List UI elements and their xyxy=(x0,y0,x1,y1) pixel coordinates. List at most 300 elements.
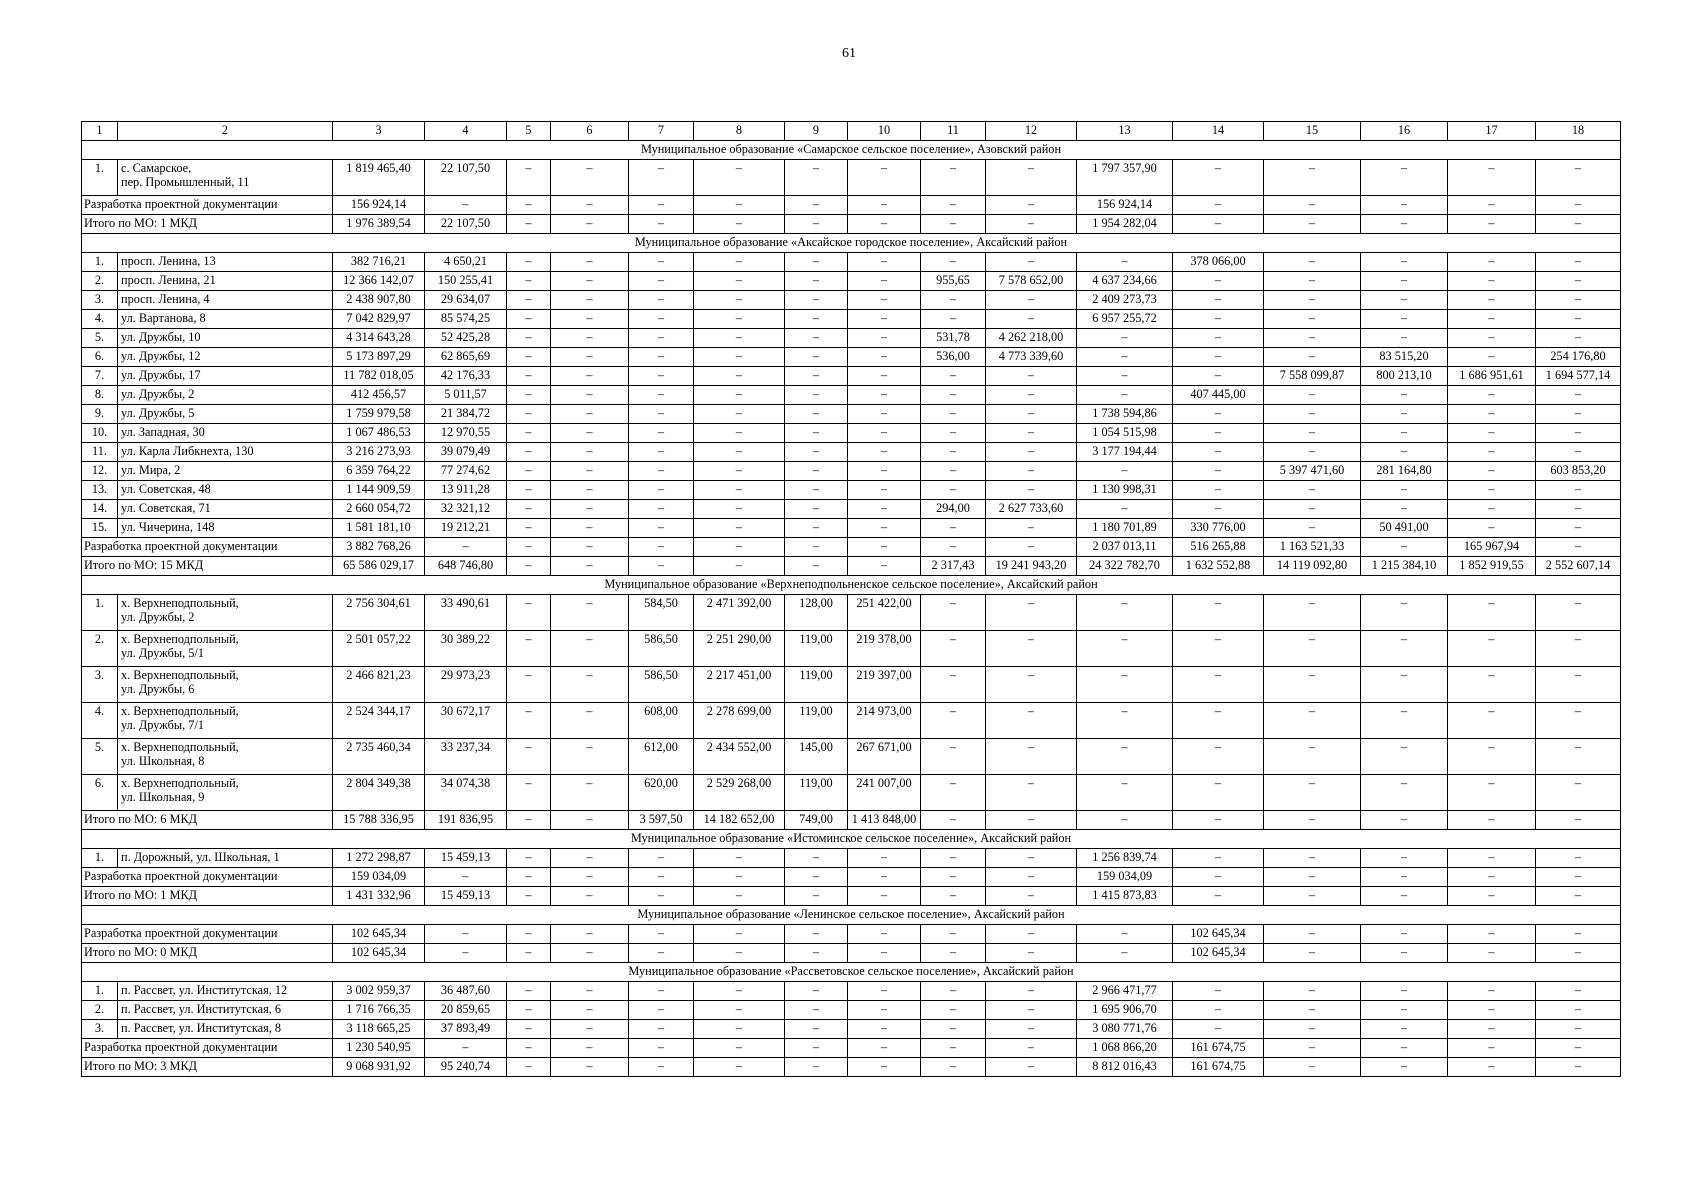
amount-cell: 29 973,23 xyxy=(425,667,507,703)
amount-cell: 161 674,75 xyxy=(1173,1039,1264,1058)
amount-cell: – xyxy=(507,519,551,538)
amount-cell: – xyxy=(1173,291,1264,310)
amount-cell: – xyxy=(785,405,848,424)
amount-cell: – xyxy=(921,868,986,887)
amount-cell: – xyxy=(1536,1001,1621,1020)
amount-cell: – xyxy=(629,462,694,481)
amount-cell: – xyxy=(507,196,551,215)
amount-cell: – xyxy=(629,215,694,234)
amount-cell: – xyxy=(921,887,986,906)
amount-cell: – xyxy=(629,887,694,906)
municipality-title: Муниципальное образование «Рассветовское сельское поселение», Аксайский район xyxy=(82,963,1621,982)
amount-cell: – xyxy=(1536,481,1621,500)
amount-cell: – xyxy=(694,944,785,963)
amount-cell: 145,00 xyxy=(785,739,848,775)
amount-cell: 3 080 771,76 xyxy=(1077,1020,1173,1039)
amount-cell: 165 967,94 xyxy=(1448,538,1536,557)
amount-cell: – xyxy=(694,329,785,348)
amount-cell: – xyxy=(1536,500,1621,519)
amount-cell: – xyxy=(694,557,785,576)
municipality-header-row xyxy=(82,234,1621,253)
building-address: ул. Дружбы, 12 xyxy=(118,348,333,367)
amount-cell: – xyxy=(1536,887,1621,906)
summary-row xyxy=(82,944,1621,963)
amount-cell: 2 278 699,00 xyxy=(694,703,785,739)
amount-cell: 281 164,80 xyxy=(1361,462,1448,481)
amount-cell: – xyxy=(1077,944,1173,963)
amount-cell: – xyxy=(1077,348,1173,367)
building-row xyxy=(82,367,1621,386)
amount-cell: – xyxy=(629,405,694,424)
summary-label: Разработка проектной документации xyxy=(82,868,333,887)
building-row xyxy=(82,667,1621,703)
amount-cell: – xyxy=(1264,310,1361,329)
amount-cell: – xyxy=(1173,887,1264,906)
amount-cell: – xyxy=(1264,925,1361,944)
amount-cell: – xyxy=(1173,811,1264,830)
building-row xyxy=(82,310,1621,329)
amount-cell: – xyxy=(785,849,848,868)
amount-cell: – xyxy=(507,868,551,887)
row-number: 3. xyxy=(82,667,118,703)
amount-cell: 407 445,00 xyxy=(1173,386,1264,405)
amount-cell: – xyxy=(848,1058,921,1077)
amount-cell: – xyxy=(1448,215,1536,234)
amount-cell: – xyxy=(694,1058,785,1077)
row-number: 15. xyxy=(82,519,118,538)
amount-cell: – xyxy=(921,538,986,557)
amount-cell: – xyxy=(921,944,986,963)
amount-cell: – xyxy=(1361,1020,1448,1039)
municipality-header-row xyxy=(82,830,1621,849)
amount-cell: 5 173 897,29 xyxy=(333,348,425,367)
amount-cell: – xyxy=(1361,443,1448,462)
amount-cell: – xyxy=(1173,196,1264,215)
amount-cell: – xyxy=(921,481,986,500)
column-number-header: 2 xyxy=(118,122,333,141)
amount-cell: – xyxy=(551,887,629,906)
amount-cell: – xyxy=(629,329,694,348)
amount-cell: – xyxy=(921,849,986,868)
amount-cell: – xyxy=(986,1020,1077,1039)
amount-cell: 95 240,74 xyxy=(425,1058,507,1077)
amount-cell: – xyxy=(986,849,1077,868)
amount-cell: – xyxy=(921,595,986,631)
amount-cell: – xyxy=(848,253,921,272)
amount-cell: – xyxy=(1264,519,1361,538)
amount-cell: 33 490,61 xyxy=(425,595,507,631)
amount-cell: – xyxy=(848,982,921,1001)
row-number: 2. xyxy=(82,631,118,667)
municipality-header-row xyxy=(82,963,1621,982)
amount-cell: 251 422,00 xyxy=(848,595,921,631)
amount-cell: 330 776,00 xyxy=(1173,519,1264,538)
amount-cell: – xyxy=(921,739,986,775)
amount-cell: 85 574,25 xyxy=(425,310,507,329)
amount-cell: – xyxy=(986,519,1077,538)
amount-cell: – xyxy=(507,775,551,811)
amount-cell: 39 079,49 xyxy=(425,443,507,462)
amount-cell: – xyxy=(785,329,848,348)
amount-cell: 1 759 979,58 xyxy=(333,405,425,424)
amount-cell: 50 491,00 xyxy=(1361,519,1448,538)
amount-cell: – xyxy=(1173,405,1264,424)
amount-cell: – xyxy=(848,367,921,386)
amount-cell: – xyxy=(629,1039,694,1058)
amount-cell: – xyxy=(551,775,629,811)
amount-cell: – xyxy=(629,925,694,944)
summary-label: Итого по МО: 6 МКД xyxy=(82,811,333,830)
amount-cell: – xyxy=(1264,160,1361,196)
building-row xyxy=(82,329,1621,348)
amount-cell: – xyxy=(1173,348,1264,367)
amount-cell: 586,50 xyxy=(629,631,694,667)
amount-cell: – xyxy=(785,1039,848,1058)
amount-cell: – xyxy=(986,310,1077,329)
amount-cell: – xyxy=(694,1020,785,1039)
table-body xyxy=(82,122,1621,1077)
amount-cell: – xyxy=(1264,500,1361,519)
municipality-header-row xyxy=(82,576,1621,595)
row-number: 1. xyxy=(82,595,118,631)
amount-cell: – xyxy=(921,667,986,703)
amount-cell: 13 911,28 xyxy=(425,481,507,500)
column-number-header: 8 xyxy=(694,122,785,141)
amount-cell: – xyxy=(986,215,1077,234)
amount-cell: 2 501 057,22 xyxy=(333,631,425,667)
amount-cell: – xyxy=(1264,887,1361,906)
amount-cell: – xyxy=(848,1039,921,1058)
building-row xyxy=(82,1020,1621,1039)
amount-cell: 536,00 xyxy=(921,348,986,367)
municipality-title: Муниципальное образование «Ленинское сельское поселение», Аксайский район xyxy=(82,906,1621,925)
amount-cell: – xyxy=(1173,1001,1264,1020)
amount-cell: – xyxy=(507,215,551,234)
amount-cell: 1 954 282,04 xyxy=(1077,215,1173,234)
amount-cell: – xyxy=(921,424,986,443)
amount-cell: – xyxy=(1264,481,1361,500)
amount-cell: 159 034,09 xyxy=(333,868,425,887)
amount-cell: 1 272 298,87 xyxy=(333,849,425,868)
amount-cell: 156 924,14 xyxy=(1077,196,1173,215)
amount-cell: 159 034,09 xyxy=(1077,868,1173,887)
amount-cell: – xyxy=(551,667,629,703)
amount-cell: – xyxy=(1448,887,1536,906)
amount-cell: – xyxy=(1264,703,1361,739)
amount-cell: – xyxy=(785,500,848,519)
amount-cell: – xyxy=(921,215,986,234)
amount-cell: – xyxy=(785,160,848,196)
amount-cell: – xyxy=(694,887,785,906)
amount-cell: – xyxy=(507,1039,551,1058)
amount-cell: 1 716 766,35 xyxy=(333,1001,425,1020)
amount-cell: – xyxy=(1173,868,1264,887)
amount-cell: – xyxy=(1361,160,1448,196)
amount-cell: 241 007,00 xyxy=(848,775,921,811)
amount-cell: – xyxy=(1173,631,1264,667)
amount-cell: 608,00 xyxy=(629,703,694,739)
amount-cell: – xyxy=(785,443,848,462)
building-address: ул. Дружбы, 5 xyxy=(118,405,333,424)
amount-cell: – xyxy=(1361,925,1448,944)
amount-cell: – xyxy=(551,443,629,462)
amount-cell: – xyxy=(1448,944,1536,963)
column-number-header: 10 xyxy=(848,122,921,141)
amount-cell: – xyxy=(507,160,551,196)
amount-cell: – xyxy=(1448,925,1536,944)
amount-cell: – xyxy=(785,519,848,538)
building-row xyxy=(82,631,1621,667)
column-number-header: 6 xyxy=(551,122,629,141)
amount-cell: – xyxy=(694,849,785,868)
amount-cell: 1 256 839,74 xyxy=(1077,849,1173,868)
building-row xyxy=(82,481,1621,500)
amount-cell: – xyxy=(551,538,629,557)
amount-cell: – xyxy=(1536,386,1621,405)
amount-cell: – xyxy=(848,405,921,424)
row-number: 1. xyxy=(82,982,118,1001)
amount-cell: – xyxy=(1448,329,1536,348)
amount-cell: 620,00 xyxy=(629,775,694,811)
amount-cell: – xyxy=(551,1058,629,1077)
amount-cell: 955,65 xyxy=(921,272,986,291)
row-number: 13. xyxy=(82,481,118,500)
amount-cell: – xyxy=(629,196,694,215)
amount-cell: – xyxy=(629,310,694,329)
summary-row xyxy=(82,887,1621,906)
amount-cell: – xyxy=(848,386,921,405)
building-address: п. Рассвет, ул. Институтская, 6 xyxy=(118,1001,333,1020)
amount-cell: 412 456,57 xyxy=(333,386,425,405)
amount-cell: 191 836,95 xyxy=(425,811,507,830)
column-number-header: 12 xyxy=(986,122,1077,141)
amount-cell: – xyxy=(1077,739,1173,775)
amount-cell: – xyxy=(785,1001,848,1020)
amount-cell: – xyxy=(694,348,785,367)
amount-cell: – xyxy=(785,424,848,443)
amount-cell: – xyxy=(694,443,785,462)
amount-cell: – xyxy=(551,849,629,868)
amount-cell: – xyxy=(694,215,785,234)
amount-cell: 2 966 471,77 xyxy=(1077,982,1173,1001)
summary-row xyxy=(82,1058,1621,1077)
building-address: просп. Ленина, 21 xyxy=(118,272,333,291)
amount-cell: – xyxy=(1536,272,1621,291)
amount-cell: 1 819 465,40 xyxy=(333,160,425,196)
amount-cell: 7 042 829,97 xyxy=(333,310,425,329)
amount-cell: – xyxy=(1536,631,1621,667)
amount-cell: – xyxy=(986,367,1077,386)
amount-cell: – xyxy=(848,1001,921,1020)
amount-cell: – xyxy=(921,462,986,481)
amount-cell: – xyxy=(921,775,986,811)
building-address: с. Самарское, пер. Промышленный, 11 xyxy=(118,160,333,196)
amount-cell: 2 317,43 xyxy=(921,557,986,576)
amount-cell: 24 322 782,70 xyxy=(1077,557,1173,576)
amount-cell: 2 529 268,00 xyxy=(694,775,785,811)
amount-cell: – xyxy=(1536,215,1621,234)
amount-cell: – xyxy=(921,1020,986,1039)
row-number: 2. xyxy=(82,272,118,291)
amount-cell: – xyxy=(848,849,921,868)
amount-cell: – xyxy=(1264,739,1361,775)
amount-cell: – xyxy=(694,424,785,443)
amount-cell: – xyxy=(848,925,921,944)
amount-cell: 4 637 234,66 xyxy=(1077,272,1173,291)
amount-cell: 3 118 665,25 xyxy=(333,1020,425,1039)
amount-cell: – xyxy=(986,811,1077,830)
row-number: 7. xyxy=(82,367,118,386)
amount-cell: – xyxy=(1077,386,1173,405)
building-address: ул. Дружбы, 2 xyxy=(118,386,333,405)
amount-cell: – xyxy=(425,925,507,944)
amount-cell: – xyxy=(1536,775,1621,811)
amount-cell: – xyxy=(1448,500,1536,519)
amount-cell: – xyxy=(1077,703,1173,739)
amount-cell: – xyxy=(1264,1039,1361,1058)
amount-cell: – xyxy=(986,424,1077,443)
amount-cell: – xyxy=(1264,253,1361,272)
building-row xyxy=(82,739,1621,775)
amount-cell: – xyxy=(551,500,629,519)
amount-cell: – xyxy=(1448,386,1536,405)
amount-cell: – xyxy=(1264,215,1361,234)
amount-cell: – xyxy=(785,944,848,963)
summary-row xyxy=(82,196,1621,215)
amount-cell: 19 212,21 xyxy=(425,519,507,538)
amount-cell: – xyxy=(986,538,1077,557)
amount-cell: 2 217 451,00 xyxy=(694,667,785,703)
amount-cell: – xyxy=(921,1058,986,1077)
amount-cell: – xyxy=(986,386,1077,405)
building-address: х. Верхнеподпольный, ул. Школьная, 8 xyxy=(118,739,333,775)
amount-cell: – xyxy=(848,500,921,519)
amount-cell: – xyxy=(1173,215,1264,234)
amount-cell: – xyxy=(1448,739,1536,775)
amount-cell: – xyxy=(551,215,629,234)
amount-cell: – xyxy=(694,538,785,557)
amount-cell: 3 177 194,44 xyxy=(1077,443,1173,462)
amount-cell: – xyxy=(1536,160,1621,196)
amount-cell: – xyxy=(1361,1039,1448,1058)
building-row xyxy=(82,160,1621,196)
row-number: 14. xyxy=(82,500,118,519)
amount-cell: – xyxy=(986,982,1077,1001)
amount-cell: – xyxy=(507,348,551,367)
amount-cell: 14 182 652,00 xyxy=(694,811,785,830)
amount-cell: – xyxy=(986,443,1077,462)
amount-cell: – xyxy=(848,868,921,887)
summary-row xyxy=(82,925,1621,944)
amount-cell: 52 425,28 xyxy=(425,329,507,348)
amount-cell: – xyxy=(1361,631,1448,667)
amount-cell: 42 176,33 xyxy=(425,367,507,386)
amount-cell: – xyxy=(551,160,629,196)
row-number: 1. xyxy=(82,849,118,868)
column-number-header: 18 xyxy=(1536,122,1621,141)
amount-cell: – xyxy=(1361,253,1448,272)
amount-cell: – xyxy=(629,944,694,963)
amount-cell: – xyxy=(986,253,1077,272)
amount-cell: – xyxy=(551,703,629,739)
amount-cell: – xyxy=(1077,462,1173,481)
amount-cell: – xyxy=(1264,386,1361,405)
amount-cell: – xyxy=(1361,215,1448,234)
amount-cell: – xyxy=(629,557,694,576)
amount-cell: 1 163 521,33 xyxy=(1264,538,1361,557)
amount-cell: 2 434 552,00 xyxy=(694,739,785,775)
amount-cell: – xyxy=(1173,982,1264,1001)
summary-label: Итого по МО: 0 МКД xyxy=(82,944,333,963)
amount-cell: 6 359 764,22 xyxy=(333,462,425,481)
amount-cell: 62 865,69 xyxy=(425,348,507,367)
building-address: ул. Западная, 30 xyxy=(118,424,333,443)
amount-cell: – xyxy=(785,253,848,272)
amount-cell: 1 413 848,00 xyxy=(848,811,921,830)
row-number: 12. xyxy=(82,462,118,481)
amount-cell: – xyxy=(1173,310,1264,329)
amount-cell: – xyxy=(1536,253,1621,272)
amount-cell: – xyxy=(1361,811,1448,830)
amount-cell: – xyxy=(1448,253,1536,272)
summary-label: Итого по МО: 3 МКД xyxy=(82,1058,333,1077)
amount-cell: – xyxy=(507,291,551,310)
amount-cell: – xyxy=(629,1001,694,1020)
column-number-header: 5 xyxy=(507,122,551,141)
amount-cell: – xyxy=(1173,703,1264,739)
amount-cell: – xyxy=(694,1001,785,1020)
amount-cell: 9 068 931,92 xyxy=(333,1058,425,1077)
amount-cell: – xyxy=(694,310,785,329)
amount-cell: – xyxy=(629,519,694,538)
amount-cell: – xyxy=(1536,443,1621,462)
amount-cell: – xyxy=(507,595,551,631)
amount-cell: – xyxy=(921,405,986,424)
amount-cell: – xyxy=(629,386,694,405)
summary-row xyxy=(82,811,1621,830)
amount-cell: – xyxy=(1361,1001,1448,1020)
amount-cell: – xyxy=(848,424,921,443)
amount-cell: 254 176,80 xyxy=(1536,348,1621,367)
amount-cell: – xyxy=(1536,405,1621,424)
amount-cell: – xyxy=(551,557,629,576)
building-address: ул. Чичерина, 148 xyxy=(118,519,333,538)
amount-cell: – xyxy=(629,538,694,557)
amount-cell: – xyxy=(1077,367,1173,386)
amount-cell: – xyxy=(551,811,629,830)
amount-cell: – xyxy=(629,272,694,291)
amount-cell: – xyxy=(1536,519,1621,538)
summary-row xyxy=(82,1039,1621,1058)
amount-cell: – xyxy=(785,348,848,367)
amount-cell: – xyxy=(551,868,629,887)
amount-cell: – xyxy=(629,500,694,519)
amount-cell: 6 957 255,72 xyxy=(1077,310,1173,329)
amount-cell: 1 215 384,10 xyxy=(1361,557,1448,576)
amount-cell: – xyxy=(1448,310,1536,329)
municipality-title: Муниципальное образование «Аксайское городское поселение», Аксайский район xyxy=(82,234,1621,253)
amount-cell: – xyxy=(1536,703,1621,739)
amount-cell: 1 976 389,54 xyxy=(333,215,425,234)
amount-cell: – xyxy=(1264,849,1361,868)
amount-cell: 2 660 054,72 xyxy=(333,500,425,519)
amount-cell: 15 459,13 xyxy=(425,849,507,868)
row-number: 5. xyxy=(82,739,118,775)
amount-cell: – xyxy=(1536,1058,1621,1077)
amount-cell: 102 645,34 xyxy=(1173,944,1264,963)
building-row xyxy=(82,595,1621,631)
amount-cell: – xyxy=(694,253,785,272)
